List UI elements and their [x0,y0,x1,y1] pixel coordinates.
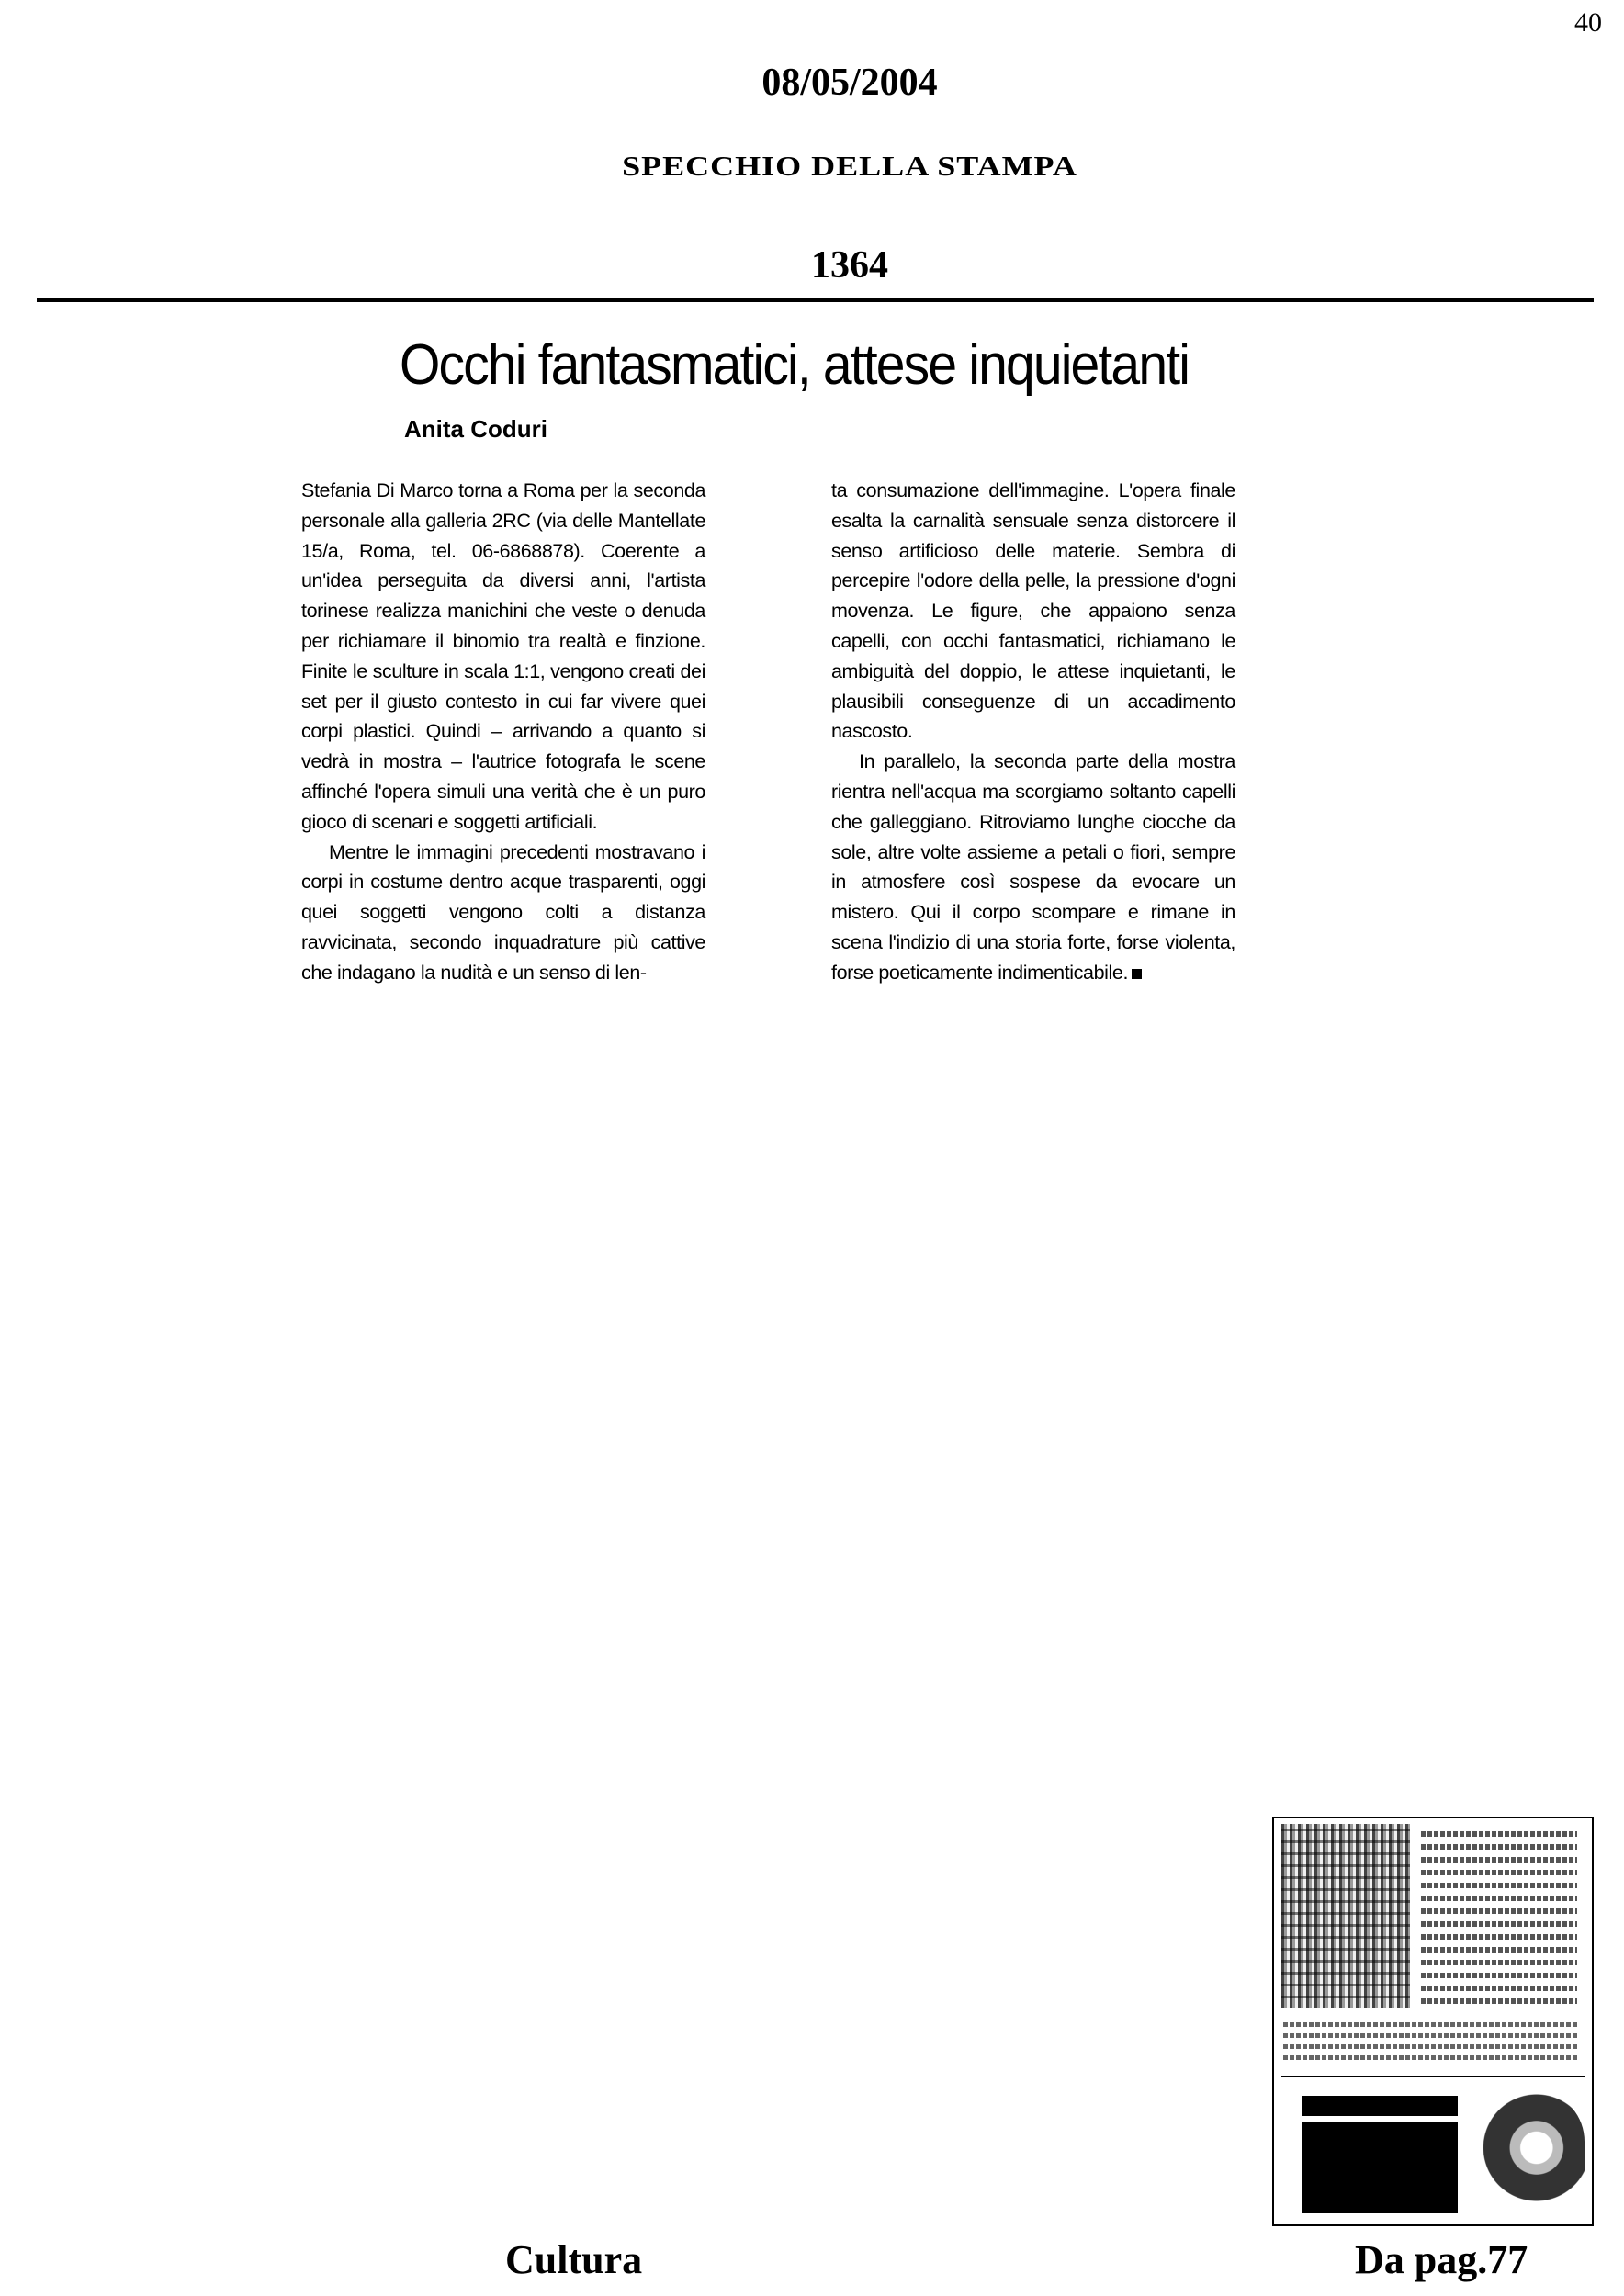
article-paragraph-last [831,747,1235,987]
thumbnail-text-line [1283,2044,1577,2049]
article-paragraph: Mentre le immagini precedenti mostravano i corpi in costume dentro acque trasparenti, oggi quei soggetti vengono colti a distanza ravvicinata, secondo inquadrature più cattive che indagano la nudità e un senso di len- [301,840,705,984]
article-author: Anita Coduri [404,415,547,443]
header-divider [37,298,1594,302]
thumbnail-text-line [1421,1960,1577,1965]
thumbnail-text-line [1421,1947,1577,1953]
publication-name: SPECCHIO DELLA STAMPA [622,151,1077,182]
thumbnail-black-block [1302,2096,1458,2116]
thumbnail-text-line [1421,1986,1577,1991]
page-thumbnail [1272,1817,1594,2226]
thumbnail-text-line [1421,1870,1577,1875]
thumbnail-text-line [1421,1998,1577,2004]
article-column-left [301,476,705,988]
thumbnail-illustration-overlay [1281,1824,1410,2008]
thumbnail-text-line [1421,1973,1577,1978]
article-column-right [831,476,1235,988]
thumbnail-text-line [1421,1883,1577,1888]
thumbnail-text-line [1421,1921,1577,1927]
thumbnail-text-line [1421,1908,1577,1914]
thumbnail-portrait [1478,2094,1585,2213]
thumbnail-text-line [1421,1831,1577,1837]
page-number: 40 [1574,7,1602,38]
end-of-article-mark [1132,969,1142,979]
thumbnail-text-line [1283,2055,1577,2060]
article-title: Occhi fantasmatici, attese inquietanti [400,333,1190,397]
article-paragraph: Stefania Di Marco torna a Roma per la seconda personale alla galleria 2RC (via delle Mantellate 15/a, Roma, tel. 06-6868878). Coerente a un'idea perseguita da diversi anni, l'artista torinese realizza manichini che veste o denuda per richiamare il binomio tra realtà e finzione. Finite le sculture in scala 1:1, vengono creati dei set per il giusto contesto in cui far vivere quei corpi plastici. Quindi – arrivando a quanto si vedrà in mostra – l'autrice fotografa le scene affinché l'opera simuli una verità che è un puro gioco di scenari e soggetti artificiali. [301,479,705,833]
header-date: 08/05/2004 [761,62,938,104]
article-paragraph-text: In parallelo, la seconda parte della mostra rientra nell'acqua ma scorgiamo soltanto capelli che galleggiano. Ritroviamo lunghe ciocche da sole, altre volte assieme a petali o fiori, sempre in atmosfere così sospese da evocare un mistero. Qui il corpo scompare e rimane in scena l'indizio di una storia forte, forse violenta, forse poeticamente indimenticabile. [831,750,1235,984]
thumbnail-text-line [1421,1896,1577,1901]
thumbnail-text-line [1421,1844,1577,1850]
header-code: 1364 [811,244,888,287]
thumbnail-text-line [1421,1934,1577,1940]
thumbnail-text-line [1283,2033,1577,2038]
thumbnail-text-line [1421,1857,1577,1863]
footer-section-name: Cultura [505,2237,643,2282]
footer-source-page: Da pag.77 [1355,2237,1528,2282]
thumbnail-divider [1281,2076,1585,2077]
thumbnail-text-line [1283,2022,1577,2027]
thumbnail-black-block [1302,2122,1458,2213]
article-paragraph: ta consumazione dell'immagine. L'opera finale esalta la carnalità sensuale senza distorcere il senso artificioso delle materie. Sembra di percepire l'odore della pelle, la pressione d'ogni movenza. Le figure, che appaiono senza capelli, con occhi fantasmatici, richiamano le ambiguità del doppio, le attese inquietanti, le plausibili conseguenze di un accadimento nascosto. [831,479,1235,743]
